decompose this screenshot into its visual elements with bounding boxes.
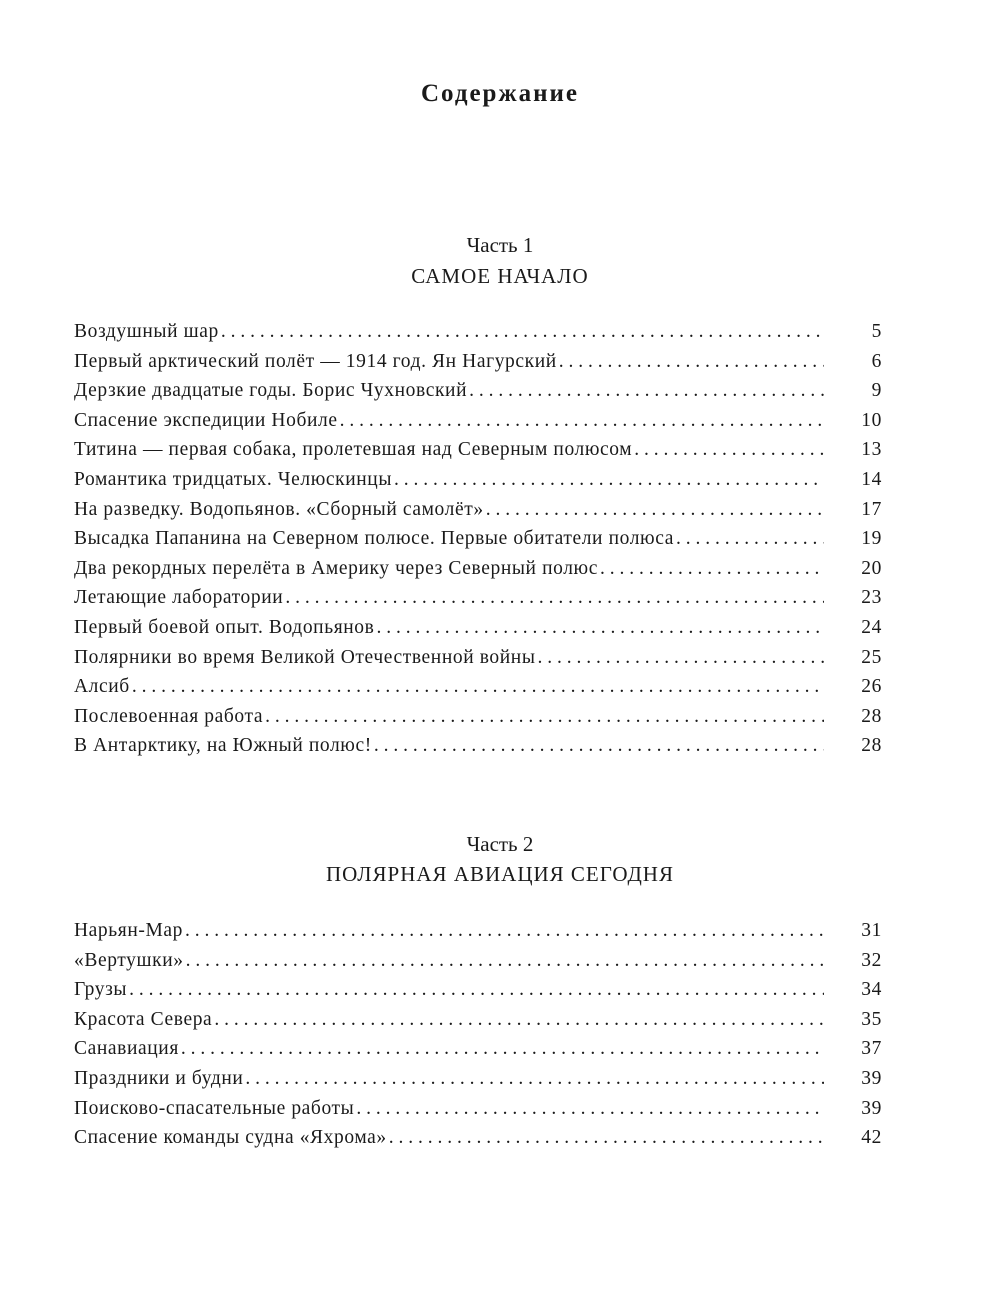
dot-leader <box>394 469 824 491</box>
toc-entry[interactable] <box>74 469 882 499</box>
toc-entry-title: Санавиация <box>74 1038 179 1060</box>
toc-entry-page-number: 10 <box>861 409 882 431</box>
toc-entry-title: Высадка Папанина на Северном полюсе. Первые обитатели полюса <box>74 528 674 550</box>
toc-entry[interactable] <box>74 1038 882 1068</box>
toc-entry[interactable] <box>74 735 882 765</box>
part-1-entry-list <box>74 321 882 765</box>
dot-leader <box>374 735 824 757</box>
toc-entry-page-number: 9 <box>871 380 882 402</box>
toc-entry[interactable] <box>74 1068 882 1098</box>
toc-entry-page-number: 13 <box>861 439 882 461</box>
toc-entry[interactable] <box>74 410 882 440</box>
toc-entry[interactable] <box>74 1127 882 1157</box>
toc-entry[interactable] <box>74 706 882 736</box>
page-title: Содержание <box>420 80 579 107</box>
toc-entry-page-number: 25 <box>861 646 882 668</box>
toc-entry-title: Спасение команды судна «Яхрома» <box>74 1127 387 1149</box>
toc-entry-page-number: 35 <box>861 1008 882 1030</box>
toc-entry[interactable] <box>74 499 882 529</box>
toc-entry-title: На разведку. Водопьянов. «Сборный самолёт» <box>74 498 484 520</box>
toc-entry-title: Нарьян-Мар <box>74 920 184 941</box>
dot-leader <box>469 380 824 402</box>
toc-entry-page-number: 26 <box>861 676 882 698</box>
part-2-entry-list <box>74 920 882 1157</box>
toc-entry-page-number: 5 <box>871 321 882 342</box>
toc-entry[interactable] <box>74 950 882 980</box>
toc-entry-title: Спасение экспедиции Нобиле <box>74 409 338 431</box>
dot-leader <box>634 439 824 461</box>
toc-entry-page-number: 23 <box>861 587 882 609</box>
toc-entry-title: Первый боевой опыт. Водопьянов <box>74 616 375 638</box>
part-2-number: Часть 2 <box>466 832 534 856</box>
toc-entry-title: «Вертушки» <box>74 949 184 971</box>
part-1-title: САМОЕ НАЧАЛО <box>411 264 589 288</box>
toc-entry-title: Красота Севера <box>74 1008 213 1030</box>
toc-entry[interactable] <box>74 1098 882 1128</box>
dot-leader <box>265 706 824 728</box>
toc-entry-title: Праздники и будни <box>74 1067 244 1089</box>
toc-entry-page-number: 20 <box>861 557 882 579</box>
toc-entry-title: Первый арктический полёт — 1914 год. Ян Нагурский <box>74 350 557 372</box>
toc-entry-title: Полярники во время Великой Отечественной войны <box>74 646 536 668</box>
toc-entry-title: В Антарктику, на Южный полюс! <box>74 735 372 757</box>
toc-entry-title: Алсиб <box>74 676 130 698</box>
part-2-title: ПОЛЯРНАЯ АВИАЦИЯ СЕГОДНЯ <box>326 862 674 886</box>
toc-entry-title: Воздушный шар <box>74 321 219 342</box>
dot-leader <box>129 979 824 1001</box>
toc-entry-title: Дерзкие двадцатые годы. Борис Чухновский <box>74 380 468 402</box>
toc-entry-title: Грузы <box>74 979 128 1001</box>
toc-entry-page-number: 19 <box>861 528 882 550</box>
toc-entry[interactable] <box>74 920 882 950</box>
toc-entry[interactable] <box>74 617 882 647</box>
toc-entry-title: Поисково-спасательные работы <box>74 1097 355 1119</box>
toc-entry[interactable] <box>74 1009 882 1039</box>
toc-entry[interactable] <box>74 979 882 1009</box>
dot-leader <box>221 321 824 343</box>
toc-entry-page-number: 34 <box>861 979 882 1001</box>
dot-leader <box>376 617 824 639</box>
toc-entry-title: Титина — первая собака, пролетевшая над Северным полюсом <box>74 439 633 461</box>
toc-entry[interactable] <box>74 380 882 410</box>
toc-entry-page-number: 42 <box>861 1127 882 1149</box>
toc-entry[interactable] <box>74 321 882 351</box>
dot-leader <box>185 920 824 942</box>
toc-entry-page-number: 39 <box>861 1097 882 1119</box>
toc-entry[interactable] <box>74 676 882 706</box>
part-1-number: Часть 1 <box>466 233 534 257</box>
toc-entry-page-number: 37 <box>861 1038 882 1060</box>
dot-leader <box>676 528 824 550</box>
dot-leader <box>538 647 824 669</box>
toc-entry-title: Послевоенная работа <box>74 705 264 727</box>
toc-entry-title: Летающие лаборатории <box>74 587 284 609</box>
toc-entry-page-number: 24 <box>861 616 882 638</box>
toc-entry[interactable] <box>74 351 882 381</box>
dot-leader <box>132 676 824 698</box>
toc-entry-page-number: 31 <box>861 920 882 941</box>
dot-leader <box>186 950 824 972</box>
toc-entry-page-number: 32 <box>861 949 882 971</box>
toc-entry[interactable] <box>74 558 882 588</box>
dot-leader <box>600 558 824 580</box>
dot-leader <box>214 1009 824 1031</box>
dot-leader <box>245 1068 824 1090</box>
toc-entry-page-number: 28 <box>861 705 882 727</box>
toc-entry-title: Романтика тридцатых. Челюскинцы <box>74 468 393 490</box>
toc-entry[interactable] <box>74 528 882 558</box>
dot-leader <box>356 1098 824 1120</box>
toc-entry[interactable] <box>74 587 882 617</box>
dot-leader <box>181 1038 824 1060</box>
toc-entry-page-number: 14 <box>861 468 882 490</box>
toc-entry-page-number: 6 <box>871 350 882 372</box>
dot-leader <box>559 351 824 373</box>
toc-entry-page-number: 17 <box>861 498 882 520</box>
toc-entry-page-number: 39 <box>861 1067 882 1089</box>
toc-entry[interactable] <box>74 439 882 469</box>
dot-leader <box>486 499 824 521</box>
dot-leader <box>389 1127 824 1149</box>
toc-entry-title: Два рекордных перелёта в Америку через Северный полюс <box>74 557 598 579</box>
dot-leader <box>340 410 824 432</box>
toc-entry-page-number: 28 <box>861 735 882 757</box>
dot-leader <box>285 587 824 609</box>
toc-entry[interactable] <box>74 647 882 677</box>
